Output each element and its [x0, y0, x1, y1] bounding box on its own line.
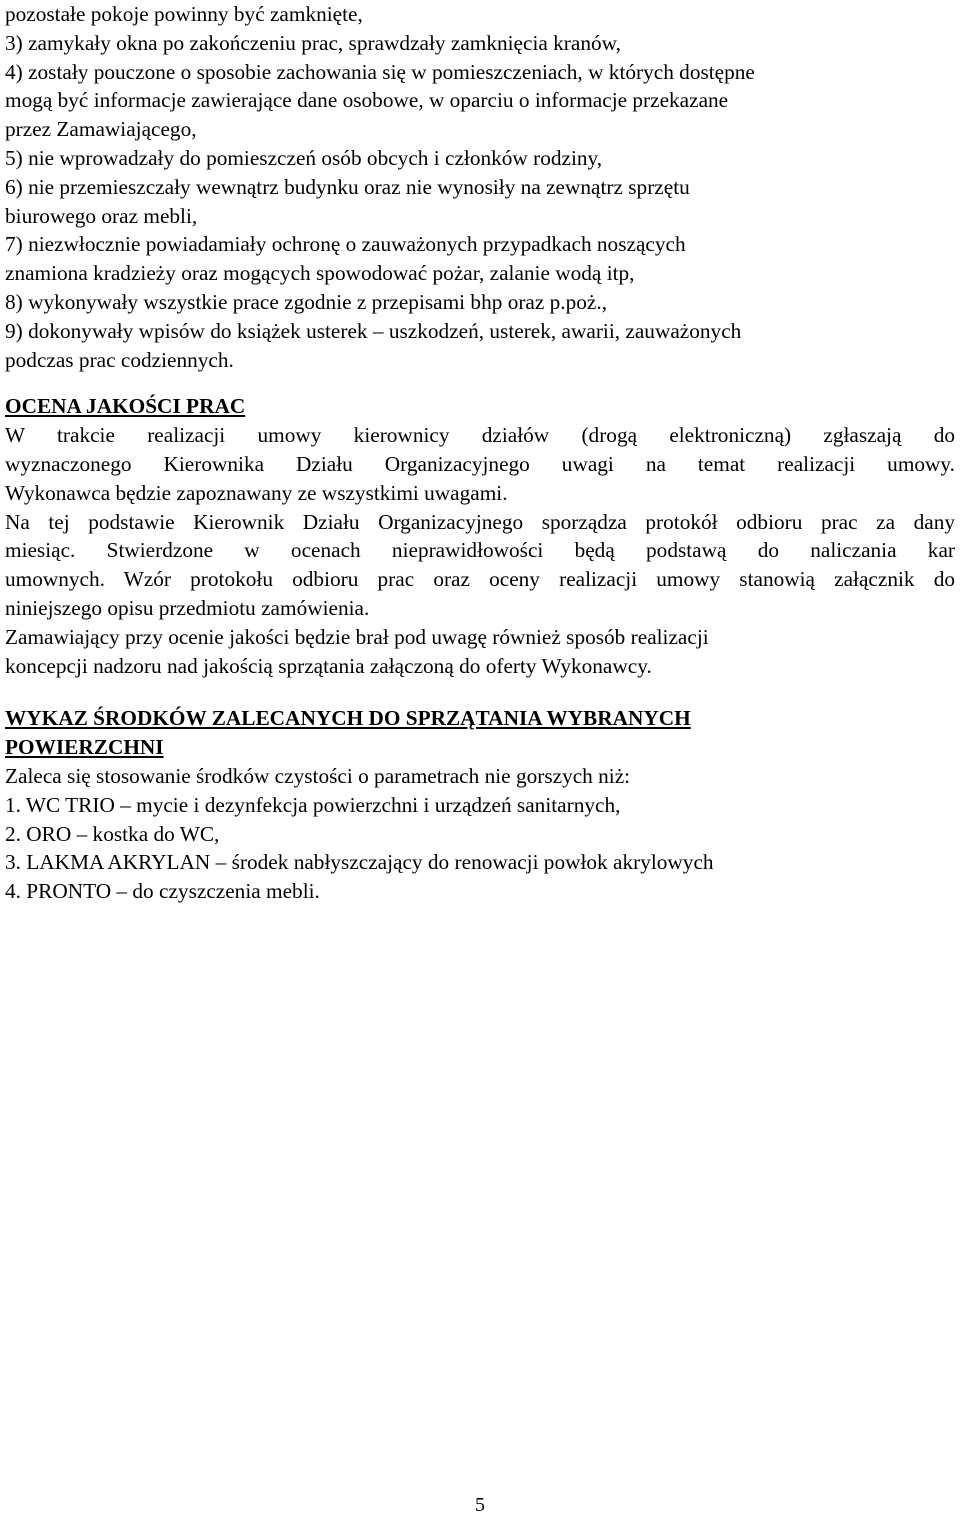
- paragraph-line: Zamawiający przy ocenie jakości będzie brał pod uwagę również sposób realizacji: [5, 624, 709, 649]
- list-item-4: 4) zostały pouczone o sposobie zachowania się w pomieszczeniach, w których dostępne: [5, 59, 755, 84]
- text-line: mogą być informacje zawierające dane osobowe, w oparciu o informacje przekazane: [5, 88, 729, 113]
- text-line: podczas prac codziennych.: [5, 347, 234, 372]
- obligations-list: [5, 0, 955, 374]
- page-content: [5, 0, 955, 906]
- text-line: pozostałe pokoje powinny być zamknięte,: [5, 2, 363, 26]
- quality-section: [5, 392, 955, 680]
- page-number: 5: [475, 1494, 485, 1516]
- paragraph-line: Wykonawca będzie zapoznawany ze wszystkimi uwagami.: [5, 480, 508, 505]
- list-item: 2. ORO – kostka do WC,: [5, 821, 220, 846]
- list-item-9: 9) dokonywały wpisów do książek usterek – uszkodzeń, usterek, awarii, zauważonych: [5, 318, 742, 343]
- section-heading: POWIERZCHNI: [5, 735, 164, 760]
- list-item: 3. LAKMA AKRYLAN – środek nabłyszczający do renowacji powłok akrylowych: [5, 850, 714, 875]
- text-line: biurowego oraz mebli,: [5, 203, 198, 228]
- section-intro: Zaleca się stosowanie środków czystości o parametrach nie gorszych niż:: [5, 763, 631, 788]
- paragraph-line: niniejszego opisu przedmiotu zamówienia.: [5, 595, 370, 620]
- list-item-6: 6) nie przemieszczały wewnątrz budynku oraz nie wynosiły na zewnątrz sprzętu: [5, 174, 690, 199]
- section-heading: WYKAZ ŚRODKÓW ZALECANYCH DO SPRZĄTANIA WYBRANYCH: [5, 706, 691, 731]
- list-item-3: 3) zamykały okna po zakończeniu prac, sprawdzały zamknięcia kranów,: [5, 30, 621, 55]
- paragraph-line: W trakcie realizacji umowy kierownicy działów (drogą elektroniczną) zgłaszają do: [5, 423, 955, 448]
- list-item-5: 5) nie wprowadzały do pomieszczeń osób obcych i członków rodziny,: [5, 145, 603, 170]
- text-line: znamiona kradzieży oraz mogących spowodować pożar, zalanie wodą itp,: [5, 261, 635, 286]
- paragraph-line: wyznaczonego Kierownika Działu Organizacyjnego uwagi na temat realizacji umowy.: [5, 451, 955, 476]
- paragraph-line: umownych. Wzór protokołu odbioru prac oraz oceny realizacji umowy stanowią załącznik do: [5, 567, 955, 592]
- cleaning-agents-section: [5, 704, 955, 906]
- list-item-8: 8) wykonywały wszystkie prace zgodnie z przepisami bhp oraz p.poż.,: [5, 289, 608, 314]
- list-item-7: 7) niezwłocznie powiadamiały ochronę o zauważonych przypadkach noszących: [5, 232, 686, 257]
- paragraph-line: koncepcji nadzoru nad jakością sprzątania załączoną do oferty Wykonawcy.: [5, 653, 652, 678]
- text-line: przez Zamawiającego,: [5, 117, 197, 142]
- paragraph-line: miesiąc. Stwierdzone w ocenach nieprawidłowości będą podstawą do naliczania kar: [5, 538, 955, 563]
- paragraph-line: Na tej podstawie Kierownik Działu Organizacyjnego sporządza protokół odbioru prac za dany: [5, 509, 955, 534]
- spacer: [5, 374, 955, 392]
- section-heading: OCENA JAKOŚCI PRAC: [5, 394, 246, 419]
- list-item: 4. PRONTO – do czyszczenia mebli.: [5, 879, 320, 904]
- spacer: [5, 680, 955, 704]
- list-item: 1. WC TRIO – mycie i dezynfekcja powierzchni i urządzeń sanitarnych,: [5, 792, 621, 817]
